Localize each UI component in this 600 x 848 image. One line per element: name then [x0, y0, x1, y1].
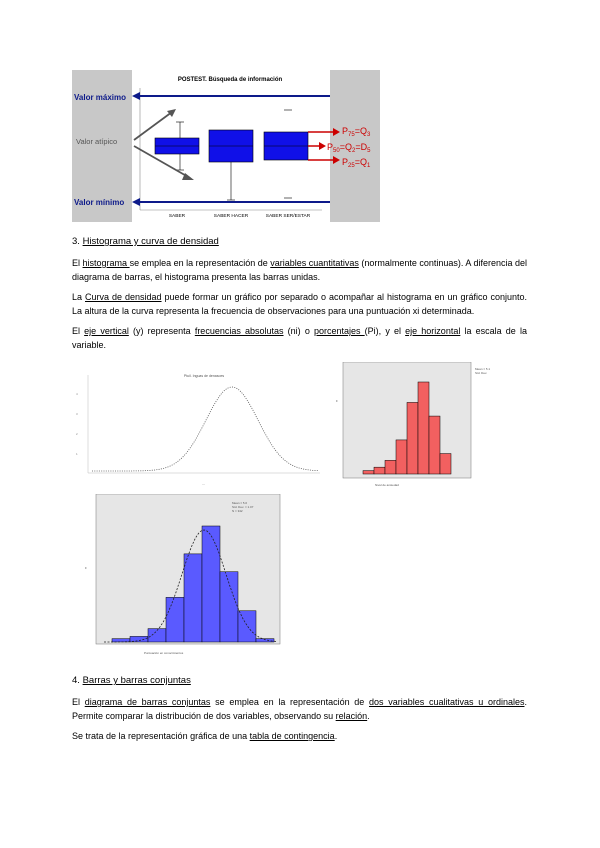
boxplot-title: POSTEST. Búsqueda de información	[177, 77, 283, 83]
label-p25: $P_{25}=Q_1$	[342, 157, 371, 169]
blue-histogram-bar	[112, 639, 130, 642]
section3-title: Histograma y curva de densidad	[82, 236, 219, 247]
section3-heading	[72, 236, 219, 247]
blue-histogram-bar	[202, 526, 220, 642]
boxplot-category: SABER SER/ESTAR	[265, 214, 311, 219]
red-histogram-bar	[407, 402, 418, 474]
label-valor-minimo: Valor mínimo	[74, 198, 125, 207]
label-valor-maximo: Valor máximo	[74, 93, 127, 102]
section4-paragraph-2: Se trata de la representación gráfica de una tabla de contingencia.	[72, 731, 338, 741]
red-histogram-bar	[429, 416, 440, 474]
red-histogram-bar	[440, 454, 451, 474]
boxplot-category: SABER	[168, 214, 186, 219]
label-p75: $P_{75}=Q_3$	[342, 126, 371, 138]
density-curve-chart	[74, 365, 326, 487]
red-histogram-bar	[363, 471, 374, 474]
blue-histogram-bar	[238, 611, 256, 642]
blue-histogram-bar	[184, 554, 202, 642]
label-valor-atipico: Valor atípico	[76, 137, 118, 146]
section3-paragraph-3: El eje vertical (y) representa frecuencias absolutas (ni) o porcentajes (Pi), y el eje horizontal la escala de la variable.	[72, 326, 527, 350]
density-title: Ptuil. Inguas de denasoes	[183, 374, 225, 378]
section3-paragraph-1: El histograma se emplea en la representación de variables cuantitativas (normalmente continuas). A diferencia del diagrama de barras, el histograma presenta las barras unidas.	[72, 258, 527, 282]
section4-title: Barras y barras conjuntas	[82, 675, 191, 686]
svg-text:—: —	[202, 482, 205, 486]
section3-number: 3.	[72, 236, 80, 247]
boxplot-figure	[72, 70, 380, 222]
blue-histogram	[84, 494, 284, 660]
boxplot-category: SABER HACER	[213, 214, 249, 219]
svg-text:F: F	[85, 566, 87, 570]
red-histogram-bar	[374, 467, 385, 474]
red-histogram-bar	[385, 460, 396, 474]
svg-text:Mean = 5.0: Mean = 5.0	[232, 501, 248, 505]
svg-text:3: 3	[76, 412, 78, 416]
blue-histogram-bar	[166, 597, 184, 642]
svg-text:4: 4	[76, 392, 78, 396]
svg-text:Mean = 5.1: Mean = 5.1	[475, 367, 491, 371]
svg-text:N = 342: N = 342	[232, 509, 243, 513]
svg-text:1: 1	[76, 452, 78, 456]
svg-text:Std. Dev.: Std. Dev.	[475, 371, 488, 375]
svg-text:Std. Dev. = 1.07: Std. Dev. = 1.07	[232, 505, 254, 509]
density-curve	[92, 387, 318, 471]
blue-histogram-bar	[256, 639, 274, 642]
section4-heading	[72, 675, 191, 686]
section3-paragraph-2: La Curva de densidad puede formar un gráfico por separado o acompañar al histograma en un gráfico conjunto. La altura de la curva representa la frecuencia de observaciones para una puntuación xi determinada.	[72, 292, 528, 316]
red-histogram-bar	[396, 440, 407, 474]
label-p50: $P_{50}=Q_2=D_5$	[327, 142, 371, 154]
svg-text:Nivel de ansiedad: Nivel de ansiedad	[375, 483, 399, 487]
svg-text:2: 2	[76, 432, 78, 436]
section4-number: 4.	[72, 675, 80, 686]
svg-text:F: F	[336, 399, 338, 403]
red-histogram	[335, 362, 515, 494]
red-histogram-bar	[418, 382, 429, 474]
svg-text:Puntuación en conocimientos: Puntuación en conocimientos	[144, 651, 184, 655]
section4-paragraph-1: El diagrama de barras conjuntas se emplea en la representación de dos variables cualitativas u ordinales. Permite comparar la distribución de dos variables, observando su relación.	[72, 697, 527, 721]
